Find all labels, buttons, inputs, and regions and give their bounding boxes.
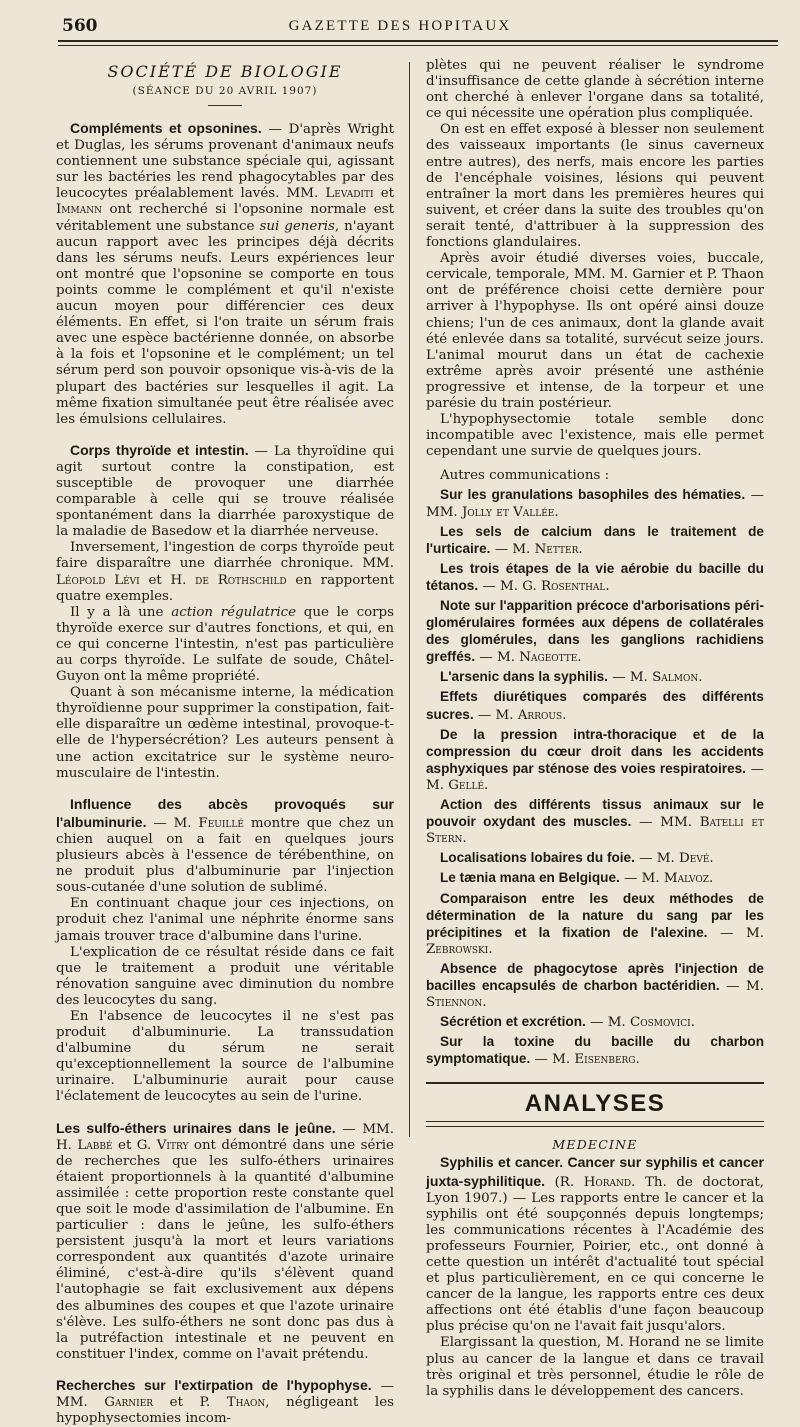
communication-authors: Cosmovici	[629, 1015, 691, 1031]
article-hypophyse: Recherches sur l'extirpation de l'hypophyse. — MM. Garnier et P. Thaon, négligeant les hypophysectomies incom-	[56, 1376, 395, 1427]
communication-item: Sur les granulations basophiles des hématies. — MM. Jolly et Vallée.	[426, 487, 765, 520]
communication-item: Sécrétion et excrétion. — M. Cosmovici.	[440, 1014, 695, 1031]
communication-authors: Nageotte	[519, 650, 578, 666]
analyses-header	[426, 1082, 764, 1127]
communication-item: Localisations lobaires du foie. — M. Devé.	[440, 850, 714, 867]
left-column	[56, 58, 394, 1427]
communication-title: De la pression intra-thoracique et de la compression du cœur droit dans les accidents asphyxiques par sténose des voies respiratoires.	[426, 726, 764, 776]
communication-item: Sur la toxine du bacille du charbon symptomatique. — M. Eisenberg.	[426, 1034, 764, 1068]
communication-authors: Jolly et Vallée	[461, 504, 555, 520]
communication-item: Effets diurétiques comparés des différents sucres. — M. Arrous.	[426, 689, 764, 723]
communication-title: Les trois étapes de la vie aérobie du bacille du tétanos.	[426, 560, 764, 593]
article-syphilis-cancer: Syphilis et cancer. Cancer sur syphilis et cancer juxta-syphilitique. (R. Horand. Th. de doctorat, Lyon 1907.) — Les rapports entre le cancer et la syphilis ont été soupçonnés depuis longtemps; les communications récentes à l'Académie des professeurs Fournier, Poirier, etc., ont donné à cette question un intérêt d'actualité tout spécial et plus particulièrement, en ce qui concerne le cancer de la langue, les rapports entre ces deux affections ont été établis d'une façon beaucoup plus précise qu'on ne l'avait fait jusqu'alors.	[426, 1154, 765, 1335]
analyses-title: ANALYSES	[524, 1090, 666, 1118]
short-rule	[208, 105, 242, 106]
communication-item: L'arsenic dans la syphilis. — M. Salmon.	[440, 669, 703, 686]
paragraph: Inversement, l'ingestion de corps thyroïde peut faire disparaître une diarrhée chronique. MM. Léopold Lévi et H. de Rothschild en rapportent quatre exemples.	[56, 540, 394, 604]
communication-title: Effets diurétiques comparés des différents sucres.	[426, 689, 764, 722]
right-column	[426, 58, 764, 1400]
paragraph: L'explication de ce résultat réside dans ce fait que le traitement a produit une véritable rénovation sanguine avec diminution du nombre des leucocytes du sang.	[56, 944, 394, 1008]
communication-title: Comparaison entre les deux méthodes de détermination de la nature du sang par les précipitines et la fixation de l'alexine.	[426, 890, 764, 940]
communication-title: Les sels de calcium dans le traitement de l'urticaire.	[426, 523, 764, 556]
communication-title: L'arsenic dans la syphilis.	[440, 669, 608, 685]
communication-title: Note sur l'apparition précoce d'arborisations péri-glomérulaires formées aux dépens de collatérales des glomérules, dans les ganglions rachidiens greffés.	[426, 598, 764, 665]
article-abces: Influence des abcès provoqués sur l'albuminurie. — M. Feuillé montre que chez un chien auquel on a fait en quelques jours plusieurs abcès à l'essence de térébenthine, on ne produit plus d'albuminurie par l'injection sous-cutanée d'une solution de sublimé.	[56, 795, 394, 896]
communication-item: Le tænia mana en Belgique. — M. Malvoz.	[440, 870, 714, 887]
communication-title: Sur les granulations basophiles des hématies.	[440, 487, 746, 503]
communication-authors: Rosenthal	[541, 578, 606, 594]
communication-item: Les sels de calcium dans le traitement de l'urticaire. — M. Netter.	[426, 523, 764, 557]
communications-list	[426, 487, 764, 1068]
communication-authors: Netter	[534, 541, 579, 557]
paragraph: Quant à son mécanisme interne, la médication thyroïdienne pour supprimer la constipation, fait-elle disparaître un œdème intestinal, provoque-t-elle de l'hypersécrétion? Les auteurs pensent à une action excitatrice sur le système neuro-musculaire de l'intestin.	[56, 685, 394, 781]
paragraph: En l'absence de leucocytes il ne s'est pas produit d'albuminurie. La transsudation d'albumine du sérum ne serait qu'exceptionnellement la source de l'albumine urinaire. L'albuminurie aurait pour cause l'éclatement de leucocytes au sein de l'urine.	[56, 1008, 394, 1105]
communication-authors: Eisenberg	[574, 1052, 636, 1068]
article-sulfo-ethers: Les sulfo-éthers urinaires dans le jeûne. — MM. H. Labbé et G. Vitry ont démontré dans une série de recherches que les sulfo-éthers urinaires étaient proportionnels à la quantité d'albumine assimilée : cette proportion reste constante quel que soit le mode d'assimilation de l'albumine. En particulier : dans le jeûne, les sulfo-éthers persistent jusqu'à la mort et leurs variations correspondent aux quantités d'azote urinaire éliminé, c'est-à-dire qu'ils s'élèvent quand l'autophagie se fait exclusivement aux dépens des albumines des coupes et que l'azote urinaire s'élève. Les sulfo-éthers ne sont donc pas dus à la putréfaction intestinale et ne peuvent en constituer l'index, comme on l'avait prétendu.	[56, 1119, 394, 1362]
communication-title: Action des différents tissus animaux sur le pouvoir oxydant des muscles.	[426, 797, 764, 830]
communication-authors: Stiennon	[426, 995, 483, 1011]
article-thyroide: Corps thyroïde et intestin. — La thyroïdine qui agit surtout contre la constipation, est susceptible de provoquer une diarrhée comparable à celle qui se trouve réalisée spontanément dans la diarrhée paroxystique de la maladie de Basedow et la diarrhée nerveuse.	[56, 441, 394, 540]
paragraph: On est en effet exposé à blesser non seulement des vaisseaux importants (le sinus caverneux entre autres), des nerfs, mais encore les parties de l'encéphale voisines, lésions qui peuvent entraîner la mort dans les premières heures qui suivent, et créer dans la suite des troubles qu'on serait tenté, d'attribuer à la suppression des fonctions glandulaires.	[426, 122, 764, 251]
paragraph: plètes qui ne peuvent réaliser le syndrome d'insuffisance de cette glande à sécrétion interne ont cherché à enlever l'organe dans sa totalité, ce qui nécessite une opération plus compliquée.	[426, 58, 764, 122]
medecine-heading: MEDECINE	[552, 1137, 638, 1153]
communication-title: Absence de phagocytose après l'injection de bacilles encapsulés de charbon bactéridien.	[426, 960, 764, 993]
communication-title: Sur la toxine du bacille du charbon symptomatique.	[426, 1034, 764, 1067]
paragraph: Il y a là une action régulatrice que le corps thyroïde exerce sur d'autres fonctions, et qui, en ce qui concerne l'intestin, n'est pas particulière au corps thyroïde. Le sulfate de soude, Châtel-Guyon ont la même propriété.	[56, 604, 394, 685]
communication-item: Comparaison entre les deux méthodes de détermination de la nature du sang par les précipitines et la fixation de l'alexine. — M. Zebrowski.	[426, 890, 764, 957]
communication-authors: Gellé	[448, 777, 485, 793]
header-rule-thin	[58, 45, 778, 46]
communication-item: Les trois étapes de la vie aérobie du bacille du tétanos. — M. G. Rosenthal.	[426, 560, 764, 594]
communication-title: Localisations lobaires du foie.	[440, 850, 635, 866]
communication-item: Absence de phagocytose après l'injection de bacilles encapsulés de charbon bactéridien. — M. Stiennon.	[426, 960, 764, 1011]
communication-item: Action des différents tissus animaux sur le pouvoir oxydant des muscles. — MM. Batelli et Stern.	[426, 797, 765, 847]
paragraph: Elargissant la question, M. Horand ne se limite plus au cancer de la langue et dans ce travail très original et très personnel, étudie le rôle de la syphilis dans le développement des cancers.	[426, 1335, 764, 1399]
page-number: 560	[62, 16, 98, 36]
communication-authors: Malvoz	[663, 871, 710, 887]
communication-title: Le tænia mana en Belgique.	[440, 870, 620, 886]
column-divider	[409, 62, 410, 1137]
section-subtitle: (SÉANCE DU 20 AVRIL 1907)	[132, 85, 318, 97]
communication-item: Note sur l'apparition précoce d'arborisations péri-glomérulaires formées aux dépens de collatérales des glomérules, dans les ganglions rachidiens greffés. — M. Nageotte.	[426, 598, 764, 666]
paragraph: Après avoir étudié diverses voies, buccale, cervicale, temporale, MM. M. Garnier et P. Thaon ont de préférence choisi cette dernière pour arriver à l'hypophyse. Ils ont opéré ainsi douze chiens; l'un de ces animaux, dont la glande avait été enlevée dans sa totalité, survécut seize jours. L'animal mourut dans un état de cachexie extrême après avoir présenté une asthénie progressive et intense, de la torpeur et une parésie du train postérieur.	[426, 251, 764, 411]
communication-authors: Arrous	[517, 707, 563, 723]
communication-authors: Batelli et Stern	[426, 815, 765, 847]
communication-authors: Devé	[679, 851, 710, 867]
other-communications-heading: Autres communications :	[440, 468, 610, 484]
paragraph: En continuant chaque jour ces injections, on produit chez l'animal une néphrite énorme sans jamais trouver trace d'albumine dans l'urine.	[56, 896, 394, 944]
header-rule	[58, 40, 778, 42]
communication-item: De la pression intra-thoracique et de la compression du cœur droit dans les accidents asphyxiques par sténose des voies respiratoires. — M. Gellé.	[426, 726, 764, 793]
article-opsonines: Compléments et opsonines. — D'après Wright et Duglas, les sérums provenant d'animaux neufs contiennent une substance spéciale qui, agissant sur les bactéries les rend phagocytables par des leucocytes préalablement lavés. MM. Levaditi et Immann ont recherché si l'opsonine normale est véritablement une substance sui generis, n'ayant aucun rapport avec les principes déjà décrits dans les sérums neufs. Leurs expériences leur ont montré que l'opsonine se comporte en tous points comme le complément et qu'il n'existe aucun moyen pour différencier ces deux éléments. En effet, si l'on traite un sérum frais avec une espèce bactérienne donnée, on absorbe à la fois et l'opsonine et le complément; un tel sérum perd son pouvoir opsonique vis-à-vis de la plupart des bactéries sur lesquelles il agit. La même fixation simultanée peut être réalisée avec les émulsions cellulaires.	[56, 120, 395, 427]
communication-authors: Zebrowski	[426, 941, 489, 957]
journal-title: GAZETTE DES HOPITAUX	[288, 18, 512, 34]
paragraph: L'hypophysectomie totale semble donc incompatible avec l'existence, mais elle permet cependant une survie de quelques jours.	[426, 412, 764, 460]
communication-title: Sécrétion et excrétion.	[440, 1014, 586, 1030]
communication-authors: Salmon	[652, 670, 699, 686]
section-title: SOCIÉTÉ DE BIOLOGIE	[107, 62, 343, 81]
